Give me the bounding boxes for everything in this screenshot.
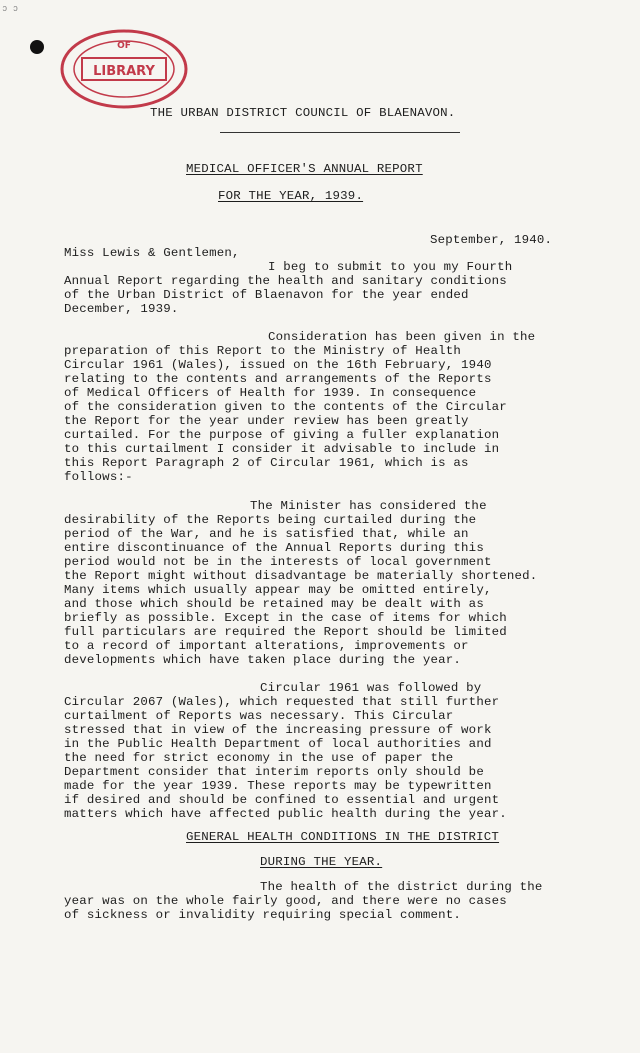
salutation: Miss Lewis & Gentlemen, [64,246,240,260]
report-subtitle: FOR THE YEAR, 1939. [218,189,364,203]
stamp-center-text: LIBRARY [93,64,155,79]
letter-date: September, 1940. [430,233,553,247]
stamp-top-text: OF [117,41,131,51]
header-rule [220,132,460,133]
section-heading: GENERAL HEALTH CONDITIONS IN THE DISTRICT [186,830,500,844]
section-subheading: DURING THE YEAR. [260,855,383,869]
report-title: MEDICAL OFFICER'S ANNUAL REPORT [186,162,423,176]
library-stamp-icon [58,28,190,110]
council-header: THE URBAN DISTRICT COUNCIL OF BLAENAVON. [150,106,456,120]
punch-hole [30,40,44,54]
corner-mark: ↄ ↄ [2,4,19,14]
document-page: ↄ ↄ LIBRARY OF THE URBAN DISTRICT COUNCIL OF BLAENAVON. MEDICAL OFFICER'S ANNUAL REPORT FOR THE YEAR, 1939. September, 1940. Miss Lewis & Gentlemen, I beg to submit to you my Fourth Annual Report regarding the health and sanitary conditions of the Urban District of Blaenavon for the year ended December, 1939. Consideration has been given in the preparation of this Report to the Ministry of Health Circular 1961 (Wales), issued on the 16th February, 1940 relating to the contents and arrangements of the Reports of Medical Officers of Health for 1939. In consequence of the consideration given to the contents of the Circular the Report for the year under review has been greatly curtailed. For the purpose of giving a fuller explanation to this curtailment I consider it advisable to include in this Report Paragraph 2 of Circular 1961, which is as follows:- The Minister has considered the desirability of the Reports being curtailed during the period of the War, and he is satisfied that, while an entire discontinuance of the Annual Reports during this period would not be in the interests of local government the Report might without disadvantage be materially shortened. Many items which usually appear may be omitted entirely, and those which should be retained may be dealt with as briefly as possible. Except in the case of items for which full particulars are required the Report should be limited to a record of important alterations, improvements or developments which have taken place during the year. Circular 1961 was followed by Circular 2067 (Wales), which requested that still further curtailment of Reports was necessary. This Circular stressed that in view of the increasing pressure of work in the Public Health Department of local authorities and the need for strict economy in the use of paper the Department consider that interim reports only should be made for the year 1939. These reports may be typewritten if desired and should be confined to essential and urgent matters which have affected public health during the year. GENERAL HEALTH CONDITIONS IN THE DISTRICT DURING THE YEAR. The health of the district during the year was on the whole fairly good, and there were no cases of sickness or invalidity requiring special comment. [2,4,553,922]
